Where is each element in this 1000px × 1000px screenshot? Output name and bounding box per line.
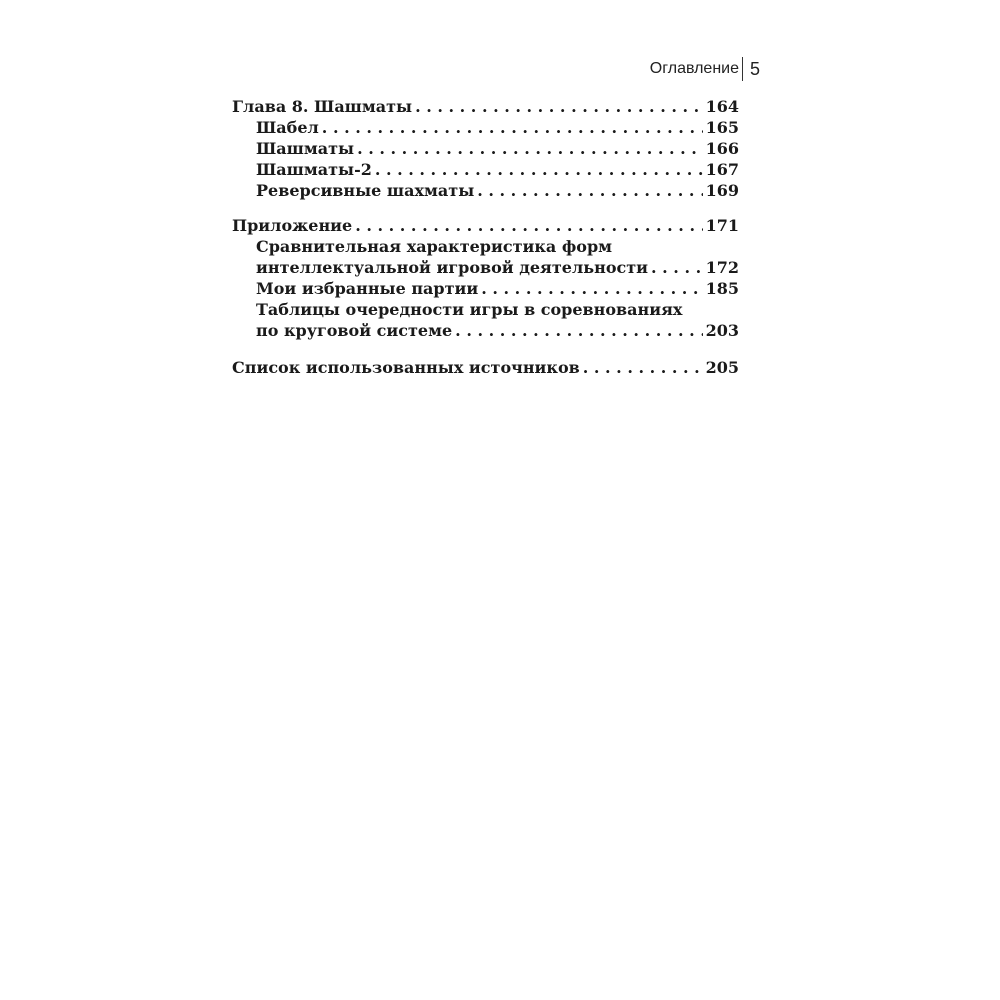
toc-entry-line: Сравнительная характеристика форм <box>256 237 613 256</box>
toc-entry-title: Мои избранные партии <box>256 279 479 298</box>
toc-entry-round-robin-tables[interactable] <box>232 320 739 341</box>
toc-entry-line: Таблицы очередности игры в соревнованиях <box>256 300 683 319</box>
page-number: 5 <box>750 59 761 79</box>
toc-entry-page: 185 <box>705 279 739 298</box>
toc-group-chapter-8 <box>232 96 739 201</box>
toc-entry-page: 166 <box>705 139 739 158</box>
toc-entry-comparative-characteristics[interactable] <box>232 257 739 278</box>
toc-entry-page: 203 <box>705 321 739 340</box>
dot-leader <box>455 320 702 341</box>
toc-entry-title: Глава 8. Шашматы <box>232 97 413 116</box>
toc-entry-title: Приложение <box>232 216 353 235</box>
dot-leader <box>355 215 702 236</box>
toc-group-sources <box>232 357 739 378</box>
toc-entry-page: 171 <box>705 216 739 235</box>
toc-entry-page: 164 <box>705 97 739 116</box>
toc-entry-reversive-chess[interactable] <box>232 180 739 201</box>
toc-entry-shashmaty[interactable] <box>232 138 739 159</box>
toc-entry-page: 205 <box>705 358 739 377</box>
toc-entry-shabel[interactable] <box>232 117 739 138</box>
toc-entry-title: Шабел <box>256 118 319 137</box>
toc-entry-title: Список использованных источников <box>232 358 580 377</box>
toc-entry-title: Реверсивные шахматы <box>256 181 475 200</box>
toc-group-appendix <box>232 215 739 341</box>
toc-entry-page: 172 <box>705 258 739 277</box>
running-title: Оглавление <box>649 60 739 77</box>
toc-entry-shashmaty-2[interactable] <box>232 159 739 180</box>
toc-entry-favorite-games[interactable] <box>232 278 739 299</box>
dot-leader <box>357 138 703 159</box>
dot-leader <box>651 257 703 278</box>
dot-leader <box>375 159 703 180</box>
running-head <box>560 57 765 83</box>
toc-entry-title: по круговой системе <box>256 321 453 340</box>
dot-leader <box>322 117 703 138</box>
toc-entry-page: 167 <box>705 160 739 179</box>
toc-entry-sources[interactable] <box>232 357 739 378</box>
dot-leader <box>481 278 702 299</box>
toc-entry-appendix[interactable] <box>232 215 739 236</box>
dot-leader <box>477 180 702 201</box>
toc-entry-title: Шашматы-2 <box>256 160 372 179</box>
toc-entry-title: интеллектуальной игровой деятельности <box>256 258 649 277</box>
toc-entry-title: Шашматы <box>256 139 355 158</box>
table-of-contents <box>232 96 739 392</box>
dot-leader <box>415 96 703 117</box>
header-divider <box>742 57 743 81</box>
dot-leader <box>583 357 703 378</box>
toc-entry-page: 169 <box>705 181 739 200</box>
toc-entry-chapter-8[interactable] <box>232 96 739 117</box>
toc-entry-page: 165 <box>705 118 739 137</box>
